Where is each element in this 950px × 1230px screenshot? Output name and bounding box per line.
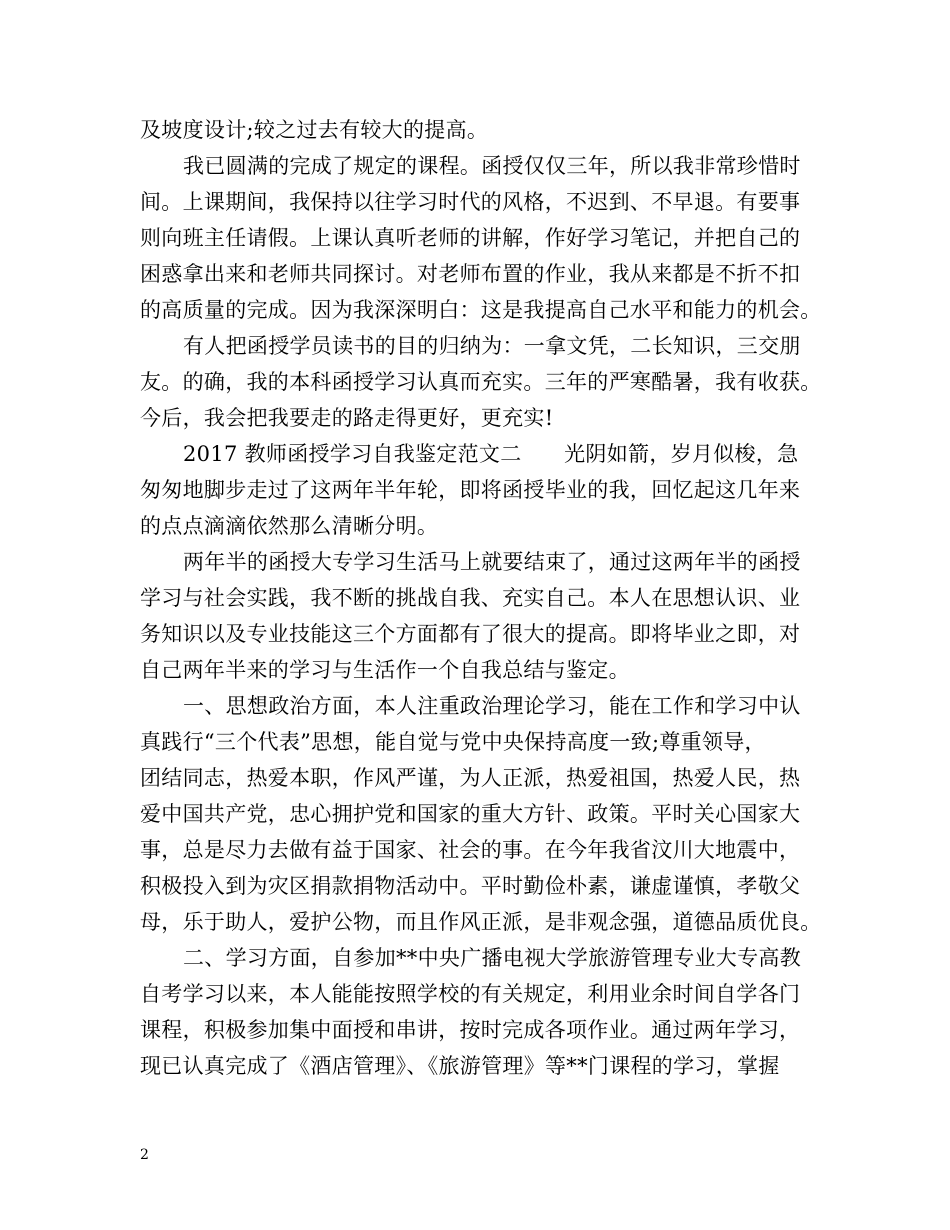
text-line: 自考学习以来，本人能能按照学校的有关规定，利用业余时间自学各门	[140, 982, 801, 1006]
text-line: 2017 教师函授学习自我鉴定范文二 光阴如箭，岁月似梭，急	[183, 442, 799, 466]
text-line: 有人把函授学员读书的目的归纳为：一拿文凭，二长知识，三交朋	[183, 334, 801, 358]
text-line: 务知识以及专业技能这三个方面都有了很大的提高。即将毕业之即，对	[140, 622, 801, 646]
text-line: 母，乐于助人，爱护公物，而且作风正派，是非观念强，道德品质优良。	[140, 910, 822, 934]
text-line: 今后，我会把我要走的路走得更好，更充实!	[140, 406, 554, 430]
text-line: 二、学习方面，自参加**中央广播电视大学旅游管理专业大专高教	[183, 946, 801, 970]
text-line: 的高质量的完成。因为我深深明白：这是我提高自己水平和能力的机会。	[140, 298, 822, 322]
text-line: 两年半的函授大专学习生活马上就要结束了，通过这两年半的函授	[183, 550, 801, 574]
text-line: 团结同志，热爱本职，作风严谨，为人正派，热爱祖国，热爱人民，热	[140, 766, 801, 790]
text-line: 真践行“三个代表”思想，能自觉与党中央保持高度一致;尊重领导，	[140, 730, 766, 754]
body-text	[140, 112, 830, 1084]
text-line: 友。的确，我的本科函授学习认真而充实。三年的严寒酷暑，我有收获。	[140, 370, 822, 394]
text-line: 我已圆满的完成了规定的课程。函授仅仅三年，所以我非常珍惜时	[183, 154, 801, 178]
text-line: 爱中国共产党，忠心拥护党和国家的重大方针、政策。平时关心国家大	[140, 802, 801, 826]
text-line: 的点点滴滴依然那么清晰分明。	[140, 514, 439, 538]
text-line: 困惑拿出来和老师共同探讨。对老师布置的作业，我从来都是不折不扣	[140, 262, 801, 286]
text-line: 现已认真完成了《酒店管理》、《旅游管理》等**门课程的学习，掌握	[140, 1054, 780, 1078]
text-line: 自己两年半来的学习与生活作一个自我总结与鉴定。	[140, 658, 630, 682]
text-line: 学习与社会实践，我不断的挑战自我、充实自己。本人在思想认识、业	[140, 586, 801, 610]
text-line: 课程，积极参加集中面授和串讲，按时完成各项作业。通过两年学习，	[140, 1018, 801, 1042]
page-number: 2	[140, 1147, 149, 1163]
text-line: 一、思想政治方面，本人注重政治理论学习，能在工作和学习中认	[183, 694, 801, 718]
text-line: 则向班主任请假。上课认真听老师的讲解，作好学习笔记，并把自己的	[140, 226, 801, 250]
text-line: 匆匆地脚步走过了这两年半年轮，即将函授毕业的我，回忆起这几年来	[140, 478, 801, 502]
text-line: 积极投入到为灾区捐款捐物活动中。平时勤俭朴素，谦虚谨慎，孝敬父	[140, 874, 801, 898]
text-line: 事，总是尽力去做有益于国家、社会的事。在今年我省汶川大地震中，	[140, 838, 801, 862]
text-line: 间。上课期间，我保持以往学习时代的风格，不迟到、不早退。有要事	[140, 190, 801, 214]
text-line: 及坡度设计;较之过去有较大的提高。	[140, 118, 489, 142]
